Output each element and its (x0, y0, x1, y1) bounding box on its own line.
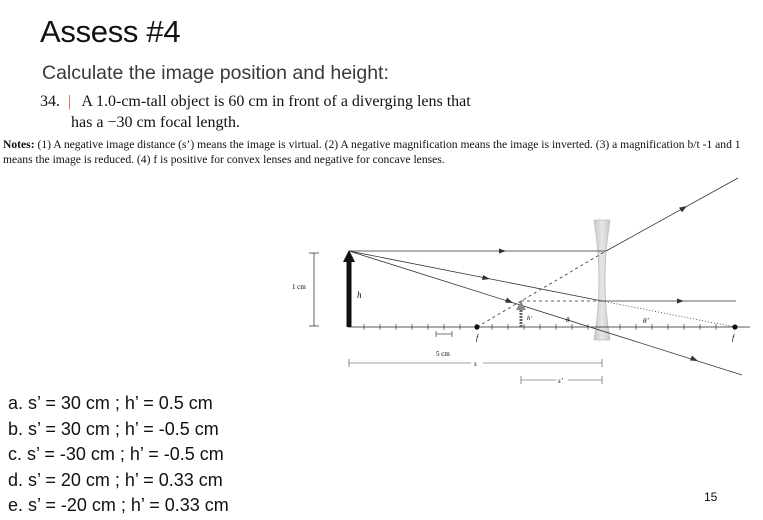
diverging-lens (594, 220, 610, 340)
focal-point-right (732, 324, 737, 329)
problem-marker: | (68, 93, 72, 110)
answer-choice-b: b. s’ = 30 cm ; h’ = -0.5 cm (8, 418, 219, 439)
answer-choice-c: c. s’ = -30 cm ; h’ = -0.5 cm (8, 444, 224, 464)
image-arrowhead (516, 301, 526, 310)
grid-marker-label: 5 cm (436, 350, 450, 358)
slide-subtitle: Calculate the image position and height: (42, 62, 389, 84)
image-height-label: h’ (527, 315, 533, 322)
image-distance-label: s’ (558, 377, 564, 385)
ray-central (349, 251, 742, 375)
answer-choice-d: d. s’ = 20 cm ; h’ = 0.33 cm (8, 469, 223, 490)
ray-focal-guide (602, 301, 735, 327)
ray-diagram-svg (280, 170, 760, 385)
page-number: 15 (704, 490, 718, 504)
ray-focal-incident (349, 251, 602, 301)
slide-title: Assess #4 (40, 14, 181, 49)
theta-prime-label: θ’ (643, 317, 649, 325)
focal-point-left (474, 324, 479, 329)
answer-choice-e: e. s’ = -20 cm ; h’ = 0.33 cm (8, 495, 229, 515)
notes-paragraph (3, 137, 761, 167)
ray-diagram (280, 170, 760, 385)
notes-label: Notes: (3, 138, 35, 151)
answer-choices (8, 391, 229, 519)
theta-label: θ (566, 316, 570, 324)
problem-number: 34. (40, 93, 60, 110)
ray-parallel-refracted (606, 178, 738, 251)
object-distance-label: s (474, 360, 477, 368)
object-height-label: h (357, 290, 362, 300)
scale-bar-label: 1 cm (292, 283, 306, 291)
focal-point-left-label: f (476, 333, 479, 342)
answer-choice-a: a. s’ = 30 cm ; h’ = 0.5 cm (8, 393, 213, 413)
problem-text-line-2: has a −30 cm focal length. (71, 114, 240, 131)
notes-text: (1) A negative image distance (s’) means the image is virtual. (2) A negative magnification means the image is inverted. (3) a magnification b/t -1 and 1 means the image is reduced. (4) f is positive for convex lenses and negative for concave lenses. (3, 138, 741, 166)
focal-point-right-label: f (732, 333, 735, 342)
problem-text-line-1: A 1.0-cm-tall object is 60 cm in front of a diverging lens that (81, 93, 471, 110)
